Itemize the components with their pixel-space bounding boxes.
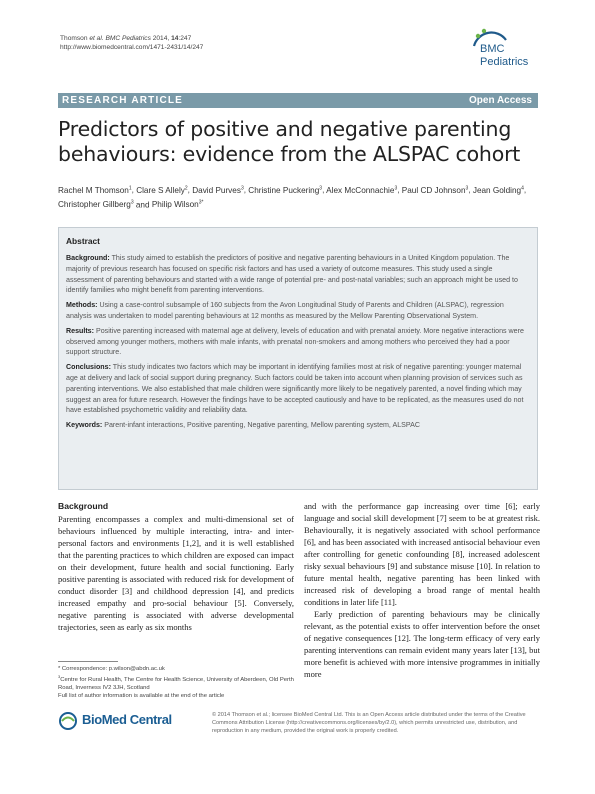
abstract-methods: Methods: Using a case-control subsample of 160 subjects from the Avon Longitudinal Study of Parents and Children (ALSPAC), regression analysis was undertaken to model parenting behaviours at 12 months as measured by the Mellow Parenting Observational System. (66, 301, 504, 320)
article-type-banner (58, 93, 538, 108)
logo-line1: BMC (480, 43, 505, 55)
section-heading-background: Background (58, 501, 109, 511)
author-name[interactable]: Clare S Allely$^2$ (136, 185, 188, 195)
author-info-note: Full list of author information is available at the end of the article (58, 692, 225, 699)
author-name[interactable]: Rachel M Thomson$^1$ (58, 185, 132, 195)
correspondence-note: * Correspondence: p.wilson@abdn.ac.uk (58, 666, 165, 672)
open-access-label: Open Access (469, 95, 532, 106)
footnotes (58, 665, 294, 700)
article-type-label: RESEARCH ARTICLE (62, 95, 184, 106)
author-affiliation-sup: 3* (198, 199, 204, 206)
publisher-name: BioMed Central (82, 712, 172, 727)
biomed-central-icon (58, 712, 78, 730)
author-affiliation-sup: 3 (394, 185, 398, 191)
body-paragraph: and with the performance gap increasing over time [6]; early language and social skill development [7] seem to be at greatest risk. Behaviourally, it is negatively associated with school performance [6], and has been associated with increased antisocial behaviour even after controlling for genetic confounding [8], increased adolescent risky sexual behaviours [9] and substance misuse [10]. In relation to future mental health, negative parenting has been linked with increased risk of developing a broad range of mental health conditions in later life [11]. (304, 501, 540, 607)
logo-line2: Pediatrics (480, 56, 529, 68)
article-title: Predictors of positive and negative parenting behaviours: evidence from the ALSPAC cohort (58, 117, 521, 166)
author-list: Rachel M Thomson$^1$, Clare S Allely$^2$, David Purves$^3$, Christine Puckering$^3$, Alex McConnachie$^3$, Paul CD Johnson$^3$, Jean Golding$^4$, Christopher Gillberg$^3$ and Philip Wilson$^{3*}$ (58, 185, 527, 210)
article-url[interactable]: http://www.biomedcentral.com/1471-2431/14/247 (60, 44, 204, 51)
author-name[interactable]: Christine Puckering$^3$ (248, 185, 323, 195)
affiliation-note: $^3$Centre for Rural Health, The Centre for Health Science, University of Aberdeen, Old Perth Road, Inverness IV2 3JH, Scotland (58, 674, 294, 691)
author-affiliation-sup: 3 (240, 185, 244, 191)
author-name[interactable]: David Purves$^3$ (192, 185, 244, 195)
author-affiliation-sup: 2 (184, 185, 188, 191)
journal-logo[interactable] (468, 26, 548, 80)
footnote-divider (58, 661, 118, 662)
author-affiliation-sup: 3 (319, 185, 323, 191)
abstract-box (58, 227, 538, 490)
author-affiliation-sup: 3 (130, 199, 134, 206)
abstract-background: Background: This study aimed to establish the predictors of positive and negative parenting behaviours in a United Kingdom population. The majority of previous research has focused on specific risk factors and has used a variety of outcome measures. This study used a single assessment of parenting behaviours and started with a wide range of potential pre- and post-natal variables; such an approach might be used to identify families who might benefit from parenting interventions. (66, 254, 518, 295)
body-paragraph: Parenting encompasses a complex and multi-dimensional set of behaviours influenced by multiple interacting, intra- and inter-personal factors and environments [1,2], and it is well established that the parenting practices to which children are exposed can impact on their development, future health and social functioning. Early positive parenting is associated with reduced risk for development of conduct disorder [3] and childhood depression [4], and predicts increased empathy and pro-social behaviour [5]. Conversely, negative parenting is associated with adverse developmental trajectories, seen as early as six months (58, 514, 294, 632)
abstract-conclusions: Conclusions: This study indicates two factors which may be important in identifying families most at risk of negative parenting: younger maternal age at delivery and lack of social support during pregnancy. Such factors could be taken into account when planning provision of services such as parenting interventions. We also established that male children were significantly more likely to be negatively parented, a novel finding which may suggest an area for future research. However the findings have to be accepted cautiously and have to be replicated, as the measures used do not have established psychometric validity and reliability data. (66, 363, 524, 415)
author-name[interactable]: Christopher Gillberg$^3$ (58, 199, 134, 210)
author-affiliation-sup: 3 (465, 185, 469, 191)
citation-line: Thomson et al. BMC Pediatrics 2014, 14:247 (60, 35, 192, 42)
abstract-keywords: Keywords: Parent-infant interactions, Positive parenting, Negative parenting, Mellow parenting system, ALSPAC (66, 421, 420, 430)
author-name[interactable]: Jean Golding$^4$ (472, 185, 524, 195)
citation-header (60, 34, 203, 52)
license-text: © 2014 Thomson et al.; licensee BioMed Central Ltd. This is an Open Access article distributed under the terms of the Creative Commons Attribution License (http://creativecommons.org/licenses/by/2.0), which permits unrestricted use, distribution, and reproduction in any medium, provided the original work is properly credited. (212, 712, 526, 734)
abstract-heading: Abstract (66, 236, 100, 246)
body-column-right (304, 500, 540, 680)
publisher-logo[interactable] (58, 712, 178, 730)
abstract-results: Results: Positive parenting increased with maternal age at delivery, levels of education and with prenatal anxiety. More negative interactions were observed among younger mothers, mothers with male infants, with prenatal non-smokers and among mothers who perceived they had a poor support structure. (66, 326, 524, 357)
author-name[interactable]: Philip Wilson$^{3*}$ (151, 199, 204, 210)
author-affiliation-sup: 1 (128, 185, 132, 191)
author-affiliation-sup: 4 (521, 185, 524, 191)
body-paragraph: Early prediction of parenting behaviours may be clinically relevant, as the potential exists to offer intervention before the onset of negative consequences [12]. The long-term efficacy of very early parenting interventions can remain evident many years later [13], but more benefit is achieved with more intensive programmes in initially more (304, 609, 540, 679)
body-column-left (58, 500, 294, 633)
author-name[interactable]: Paul CD Johnson$^3$ (401, 185, 469, 195)
author-name[interactable]: Alex McConnachie$^3$ (326, 185, 398, 195)
